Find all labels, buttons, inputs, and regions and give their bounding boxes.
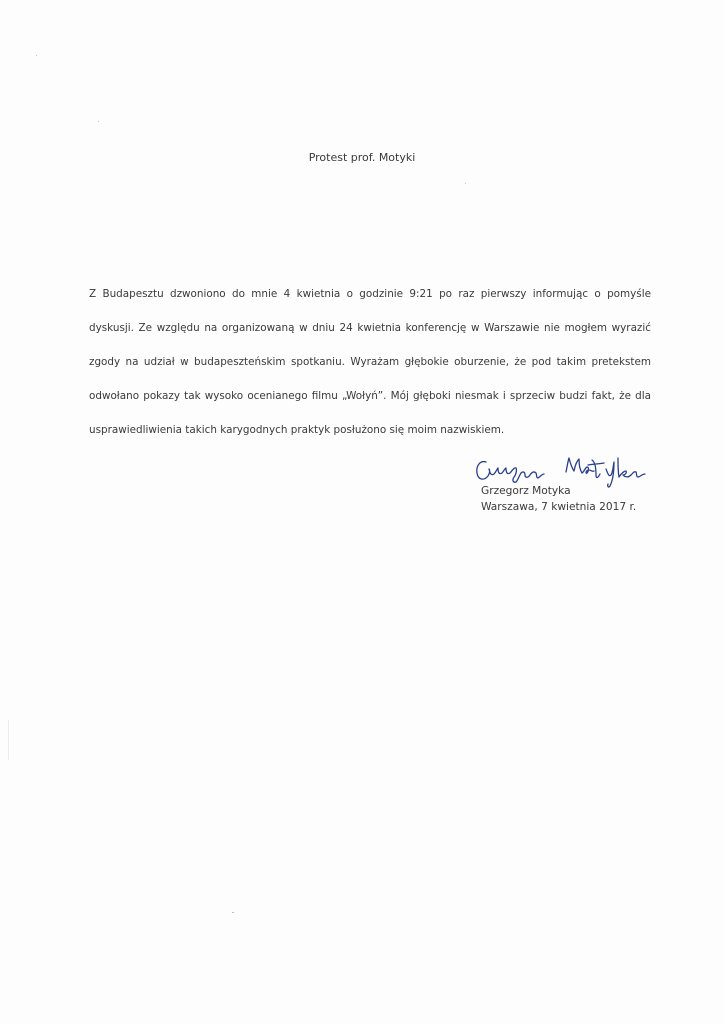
scan-speck (232, 912, 234, 913)
letter-title: Protest prof. Motyki (308, 151, 416, 164)
letter-body: Z Budapesztu dzwoniono do mnie 4 kwietnia o godzinie 9:21 po raz pierwszy informując o pomyśle dyskusji. Ze względu na organizowaną w dniu 24 kwietnia konferencję w Warszawie nie mogłem wyrazić zgody na udział w budapeszteńskim spotkaniu. Wyrażam głębokie oburzenie, że pod takim pretekstem odwołano pokazy tak wysoko ocenianego filmu „Wołyń”. Mój głęboki niesmak i sprzeciw budzi fakt, że dla usprawiedliwienia takich karygodnych praktyk posłużono się moim nazwiskiem. (89, 288, 651, 436)
scan-speck (465, 183, 466, 184)
scan-speck (36, 55, 37, 56)
signatory-name: Grzegorz Motyka (481, 485, 571, 497)
place-and-date: Warszawa, 7 kwietnia 2017 r. (481, 501, 637, 513)
scan-speck (8, 720, 9, 760)
scan-speck (98, 121, 99, 122)
